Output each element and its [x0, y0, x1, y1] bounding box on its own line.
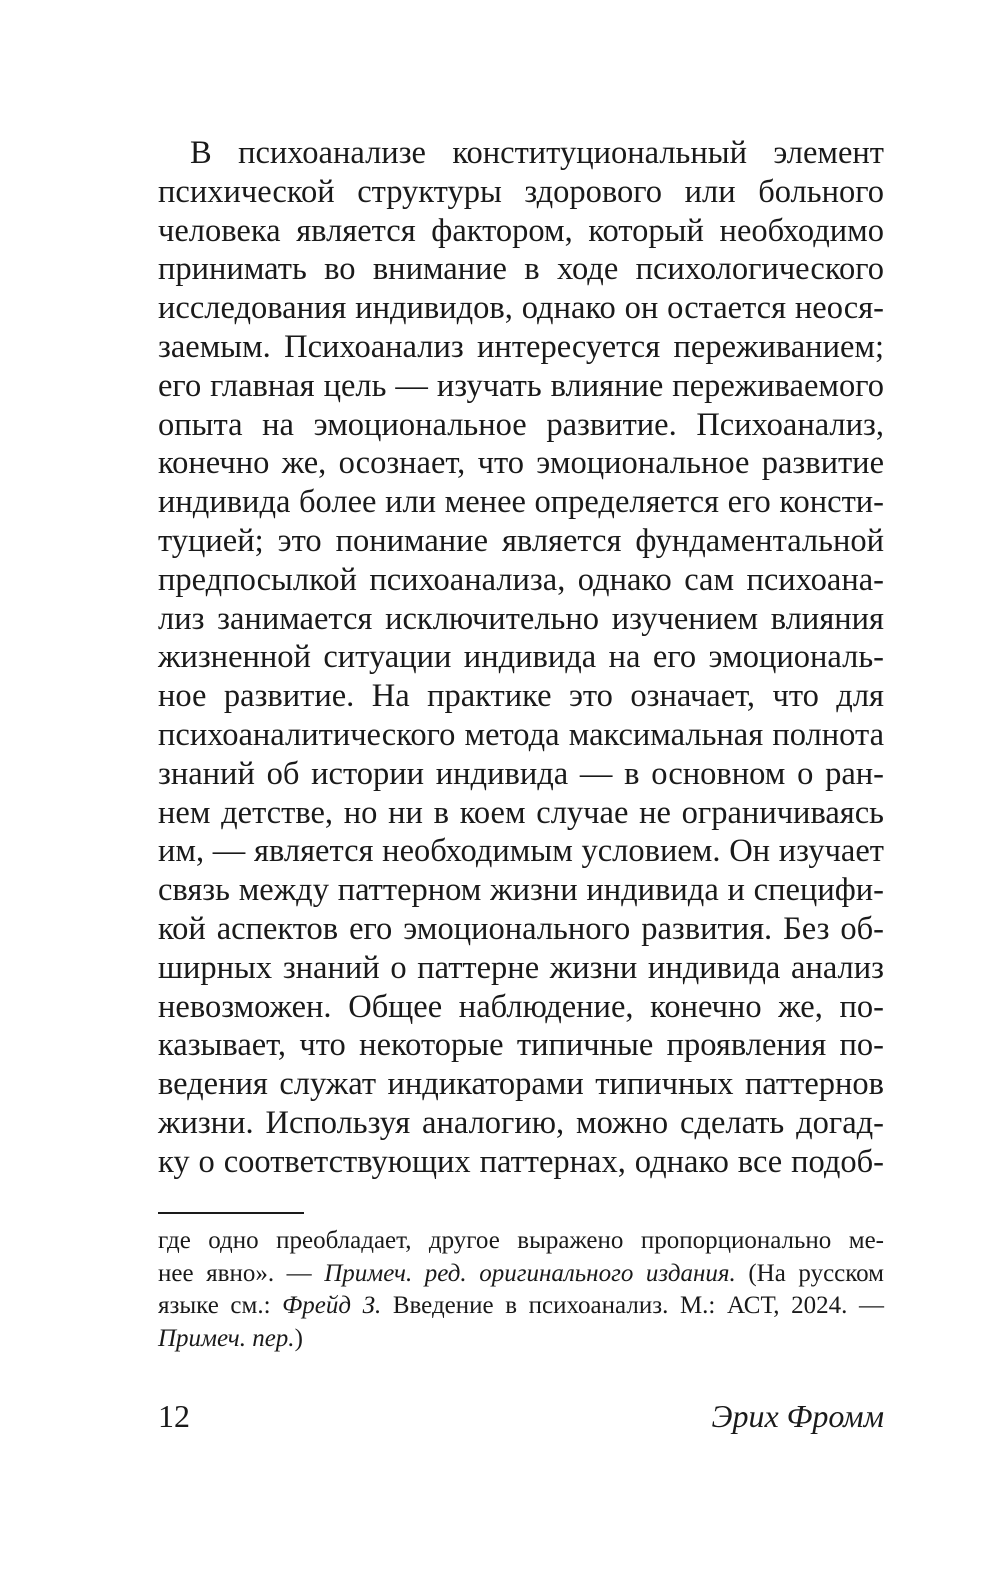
text-line: человека является фактором, который необходимо	[158, 212, 884, 249]
text-line: им, — является необходимым условием. Он изучает	[158, 833, 884, 870]
footnote	[158, 1225, 884, 1355]
footnote-line	[158, 1290, 884, 1323]
text-line: жизненной ситуации индивида на его эмоциональ-	[158, 639, 884, 676]
text-line: его главная цель — изучать влияние переживаемого	[158, 367, 884, 404]
text-line: индивида более или менее определяется его консти-	[158, 484, 884, 521]
text-line: психоаналитического метода максимальная полнота	[158, 716, 884, 753]
running-footer-author: Эрих Фромм	[711, 1398, 884, 1434]
footnote-italic-text: Примеч. ред. оригинального издания.	[324, 1259, 736, 1287]
footnote-line	[158, 1258, 884, 1291]
text-line: ведения служат индикаторами типичных паттернов	[158, 1066, 884, 1103]
text-line: В психоанализе конституциональный элемент	[190, 135, 884, 171]
main-text	[158, 134, 884, 1182]
footnote-text: (На русском	[735, 1259, 884, 1287]
text-line: ку о соответствующих паттернах, однако все подоб-	[158, 1143, 884, 1180]
page-number: 12	[158, 1398, 190, 1434]
text-line: психической структуры здорового или больного	[158, 173, 884, 210]
text-line: лиз занимается исключительно изучением влияния	[158, 600, 884, 637]
text-line: казывает, что некоторые типичные проявления по-	[158, 1027, 884, 1064]
text-line: исследования индивидов, однако он остается неося-	[158, 290, 884, 327]
footnote-text: нее явно». —	[158, 1259, 325, 1287]
text-line: туцией; это понимание является фундаментальной	[158, 522, 884, 559]
text-line: невозможен. Общее наблюдение, конечно же, по-	[158, 988, 884, 1025]
footnote-italic-text: Фрейд З.	[282, 1292, 382, 1319]
text-line: заемым. Психоанализ интересуется переживанием;	[158, 328, 884, 365]
text-line: ширных знаний о паттерне жизни индивида анализ	[158, 949, 884, 986]
text-line: жизни. Используя аналогию, можно сделать догад-	[158, 1104, 884, 1141]
text-line: связь между паттерном жизни индивида и специфи-	[158, 872, 884, 909]
text-line: предпосылкой психоанализа, однако сам психоана-	[158, 561, 884, 598]
text-line: ное развитие. На практике это означает, что для	[158, 678, 884, 715]
text-line: конечно же, осознает, что эмоциональное развитие	[158, 445, 884, 482]
footnote-divider	[158, 1212, 304, 1214]
footnote-line	[158, 1323, 884, 1356]
text-line: принимать во внимание в ходе психологического	[158, 251, 884, 288]
footnote-text: )	[294, 1324, 303, 1352]
text-line: знаний об истории индивида — в основном о ран-	[158, 755, 884, 792]
text-line: нем детстве, но ни в коем случае не ограничиваясь	[158, 794, 884, 831]
footnote-text: языке см.:	[158, 1292, 283, 1319]
text-line: кой аспектов его эмоционального развития. Без об-	[158, 910, 884, 947]
footnote-text: Введение в психоанализ. М.: АСТ, 2024. —	[381, 1292, 884, 1319]
footnote-line: где одно преобладает, другое выражено пропорционально ме-	[158, 1227, 884, 1254]
footnote-italic-text: Примеч. пер.	[158, 1324, 295, 1352]
text-line: опыта на эмоциональное развитие. Психоанализ,	[158, 406, 884, 443]
